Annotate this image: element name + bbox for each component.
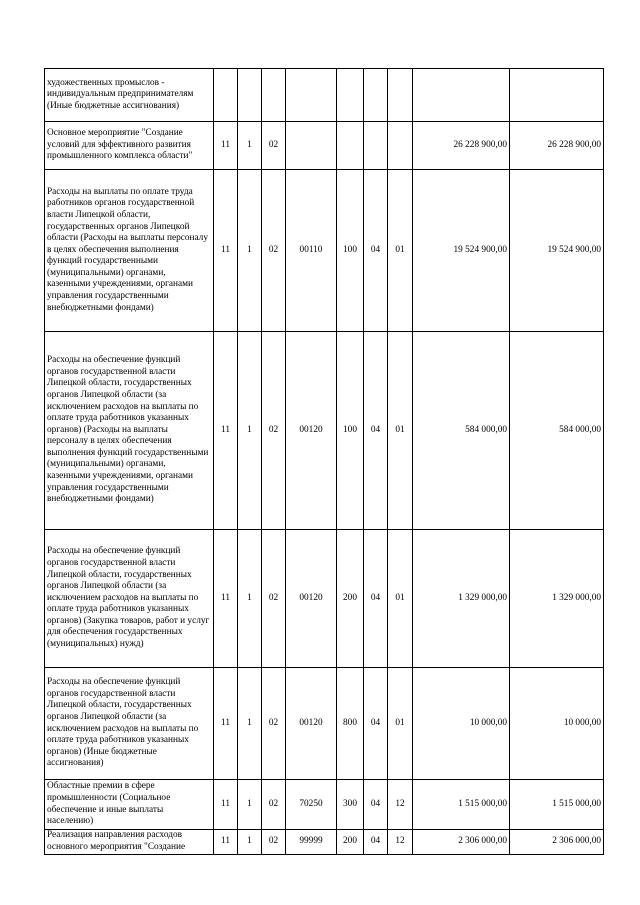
cell-direction — [286, 122, 337, 170]
cell-section: 04 — [364, 780, 388, 830]
cell-program: 11 — [214, 530, 238, 668]
cell-subprogram: 1 — [238, 530, 262, 668]
cell-event: 02 — [262, 668, 286, 780]
table-row — [45, 170, 604, 332]
cell-amount-2: 1 329 000,00 — [510, 530, 604, 668]
cell-subprogram — [238, 69, 262, 122]
cell-program: 11 — [214, 122, 238, 170]
cell-direction: 00120 — [286, 332, 337, 530]
row-name: Расходы на обеспечение функций органов государственной власти Липецкой области, государственных органов Липецкой области (за исключением расходов на выплаты по оплате труда работников указанных органов) (Закупка товаров, работ и услуг для обеспечения государственных (муниципальных) нужд) — [45, 530, 214, 668]
cell-subsection: 01 — [388, 332, 413, 530]
cell-subsection: 12 — [388, 830, 413, 855]
cell-expense-type — [337, 122, 364, 170]
cell-amount-2: 26 228 900,00 — [510, 122, 604, 170]
table-row — [45, 122, 604, 170]
row-name: художественных промыслов - индивидуальным предпринимателям (Иные бюджетные ассигнования) — [45, 69, 214, 122]
cell-program: 11 — [214, 668, 238, 780]
cell-subsection — [388, 69, 413, 122]
cell-section: 04 — [364, 170, 388, 332]
cell-event: 02 — [262, 780, 286, 830]
cell-amount-1: 26 228 900,00 — [413, 122, 510, 170]
table-row — [45, 530, 604, 668]
cell-expense-type — [337, 69, 364, 122]
cell-amount-1: 1 329 000,00 — [413, 530, 510, 668]
table-row — [45, 780, 604, 830]
cell-amount-2: 19 524 900,00 — [510, 170, 604, 332]
cell-expense-type: 100 — [337, 170, 364, 332]
cell-subprogram: 1 — [238, 122, 262, 170]
cell-direction: 70250 — [286, 780, 337, 830]
cell-section: 04 — [364, 332, 388, 530]
cell-expense-type: 200 — [337, 830, 364, 855]
cell-expense-type: 100 — [337, 332, 364, 530]
cell-program: 11 — [214, 830, 238, 855]
cell-amount-1: 10 000,00 — [413, 668, 510, 780]
cell-program — [214, 69, 238, 122]
row-name: Расходы на выплаты по оплате труда работников органов государственной власти Липецкой области, государственных органов Липецкой области (Расходы на выплаты персоналу в целях обеспечения выполнения функций государственными (муниципальными) органами, казенными учреждениями, органами управления государственными внебюджетными фондами) — [45, 170, 214, 332]
cell-direction: 99999 — [286, 830, 337, 855]
row-name: Расходы на обеспечение функций органов государственной власти Липецкой области, государственных органов Липецкой области (за исключением расходов на выплаты по оплате труда работников указанных органов) (Иные бюджетные ассигнования) — [45, 668, 214, 780]
cell-subprogram: 1 — [238, 780, 262, 830]
cell-event: 02 — [262, 830, 286, 855]
row-name: Основное мероприятие "Создание условий для эффективного развития промышленного комплекса области" — [45, 122, 214, 170]
cell-amount-2 — [510, 69, 604, 122]
budget-table-page — [44, 68, 604, 855]
cell-amount-1: 19 524 900,00 — [413, 170, 510, 332]
cell-amount-2: 1 515 000,00 — [510, 780, 604, 830]
budget-table — [44, 68, 604, 855]
cell-event: 02 — [262, 122, 286, 170]
cell-section — [364, 69, 388, 122]
cell-section: 04 — [364, 668, 388, 780]
cell-subprogram: 1 — [238, 668, 262, 780]
cell-expense-type: 800 — [337, 668, 364, 780]
row-name: Областные премии в сфере промышленности (Социальное обеспечение и иные выплаты населению) — [45, 780, 214, 830]
cell-subprogram: 1 — [238, 332, 262, 530]
cell-event: 02 — [262, 332, 286, 530]
cell-direction: 00120 — [286, 530, 337, 668]
cell-event — [262, 69, 286, 122]
cell-amount-1: 1 515 000,00 — [413, 780, 510, 830]
cell-event: 02 — [262, 530, 286, 668]
table-row — [45, 830, 604, 855]
cell-subsection: 01 — [388, 668, 413, 780]
cell-section: 04 — [364, 530, 388, 668]
cell-direction: 00120 — [286, 668, 337, 780]
cell-subsection: 01 — [388, 530, 413, 668]
cell-direction — [286, 69, 337, 122]
cell-subsection: 12 — [388, 780, 413, 830]
cell-amount-2: 2 306 000,00 — [510, 830, 604, 855]
cell-event: 02 — [262, 170, 286, 332]
cell-subsection: 01 — [388, 170, 413, 332]
cell-amount-2: 584 000,00 — [510, 332, 604, 530]
cell-subprogram: 1 — [238, 170, 262, 332]
cell-expense-type: 300 — [337, 780, 364, 830]
cell-amount-1 — [413, 69, 510, 122]
cell-section — [364, 122, 388, 170]
cell-subsection — [388, 122, 413, 170]
cell-amount-1: 584 000,00 — [413, 332, 510, 530]
row-name: Расходы на обеспечение функций органов государственной власти Липецкой области, государственных органов Липецкой области (за исключением расходов на выплаты по оплате труда работников указанных органов) (Расходы на выплаты персоналу в целях обеспечения выполнения функций государственными (муниципальными) органами, казенными учреждениями, органами управления государственными внебюджетными фондами) — [45, 332, 214, 530]
cell-direction: 00110 — [286, 170, 337, 332]
cell-amount-2: 10 000,00 — [510, 668, 604, 780]
cell-expense-type: 200 — [337, 530, 364, 668]
cell-program: 11 — [214, 170, 238, 332]
cell-subprogram: 1 — [238, 830, 262, 855]
cell-section: 04 — [364, 830, 388, 855]
cell-program: 11 — [214, 332, 238, 530]
row-name: Реализация направления расходов основного мероприятия "Создание — [45, 830, 214, 855]
cell-program: 11 — [214, 780, 238, 830]
table-row — [45, 668, 604, 780]
cell-amount-1: 2 306 000,00 — [413, 830, 510, 855]
table-row — [45, 332, 604, 530]
table-row — [45, 69, 604, 122]
